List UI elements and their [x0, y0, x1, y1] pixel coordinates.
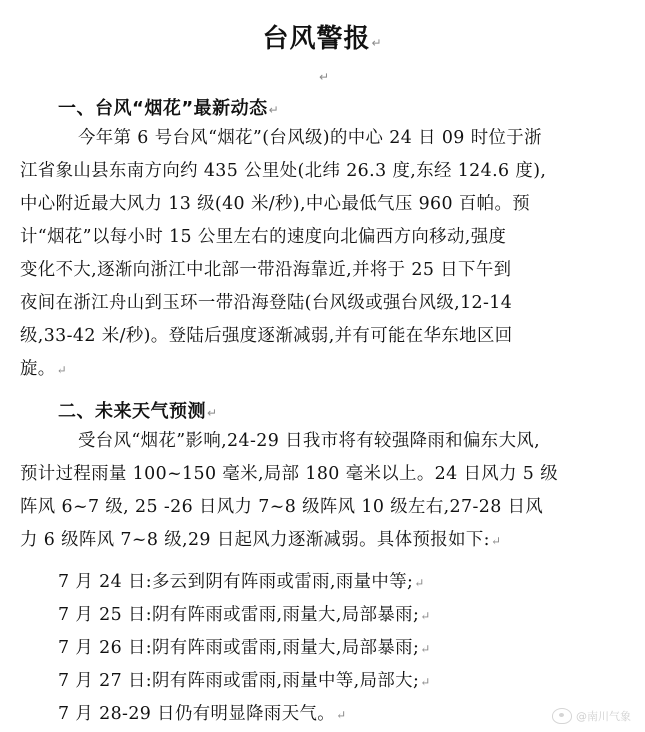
section1-heading-text: 一、台风“烟花”最新动态: [58, 98, 268, 119]
paragraph-mark: ↵: [420, 609, 431, 623]
forecast-text: 7 月 25 日:阴有阵雨或雷雨,雨量大,局部暴雨;: [58, 605, 420, 625]
forecast-item: [58, 666, 431, 691]
paragraph-mark: ↵: [371, 36, 383, 50]
paragraph-line-text: 旋。: [20, 359, 56, 379]
document-title: [0, 18, 645, 55]
section2-heading: [58, 397, 218, 423]
paragraph-mark: ↵: [336, 708, 347, 722]
section2-paragraph: [20, 425, 630, 558]
forecast-item: [58, 600, 431, 625]
forecast-text: 7 月 27 日:阴有阵雨或雷雨,雨量中等,局部大;: [58, 671, 420, 691]
section1-heading: [58, 94, 279, 120]
title-text: 台风警报: [262, 24, 371, 54]
watermark-text: @南川气象: [576, 710, 631, 723]
paragraph-line: 变化不大,逐渐向浙江中北部一带沿海靠近,并将于 25 日下午到: [20, 260, 512, 280]
blank-line: [318, 66, 329, 85]
paragraph-line: 阵风 6~7 级, 25 -26 日风力 7~8 级阵风 10 级左右,27-28 日风: [20, 497, 544, 517]
watermark: [552, 708, 631, 724]
paragraph-line: 级,33-42 米/秒)。登陆后强度逐渐减弱,并有可能在华东地区回: [20, 326, 513, 346]
paragraph-mark: ↵: [56, 363, 68, 377]
paragraph-mark: ↵: [207, 406, 218, 420]
paragraph-mark: ↵: [420, 675, 431, 689]
paragraph-mark: ↵: [414, 576, 425, 590]
paragraph-mark: ↵: [268, 103, 280, 117]
paragraph-line-last: [20, 524, 630, 558]
section1-paragraph: [20, 122, 630, 387]
paragraph-line-last: [20, 353, 630, 387]
forecast-item: [58, 633, 431, 658]
paragraph-mark: ↵: [420, 642, 431, 656]
paragraph-line-text: 力 6 级阵风 7~8 级,29 日起风力逐渐减弱。具体预报如下:: [20, 530, 490, 550]
forecast-text: 7 月 24 日:多云到阴有阵雨或雷雨,雨量中等;: [58, 572, 414, 592]
paragraph-line: 夜间在浙江舟山到玉环一带沿海登陆(台风级或强台风级,12-14: [20, 293, 513, 313]
section2-heading-text: 二、未来天气预测: [58, 401, 206, 422]
paragraph-line: 今年第 6 号台风“烟花”(台风级)的中心 24 日 09 时位于浙: [78, 128, 542, 148]
forecast-text: 7 月 26 日:阴有阵雨或雷雨,雨量大,局部暴雨;: [58, 638, 420, 658]
paragraph-line: 受台风“烟花”影响,24-29 日我市将有较强降雨和偏东大风,: [78, 431, 541, 451]
forecast-item: [58, 567, 425, 592]
paragraph-mark: ↵: [319, 70, 330, 84]
paragraph-line: 中心附近最大风力 13 级(40 米/秒),中心最低气压 960 百帕。预: [20, 194, 531, 214]
paragraph-line: 计“烟花”以每小时 15 公里左右的速度向北偏西方向移动,强度: [20, 227, 507, 247]
paragraph-mark: ↵: [490, 534, 502, 548]
paragraph-line: 预计过程雨量 100~150 毫米,局部 180 毫米以上。24 日风力 5 级: [20, 464, 558, 484]
paragraph-line: 江省象山县东南方向约 435 公里处(北纬 26.3 度,东经 124.6 度),: [20, 161, 547, 181]
forecast-item: [58, 699, 347, 724]
forecast-text: 7 月 28-29 日仍有明显降雨天气。: [58, 704, 336, 724]
weibo-logo-icon: [552, 708, 572, 724]
